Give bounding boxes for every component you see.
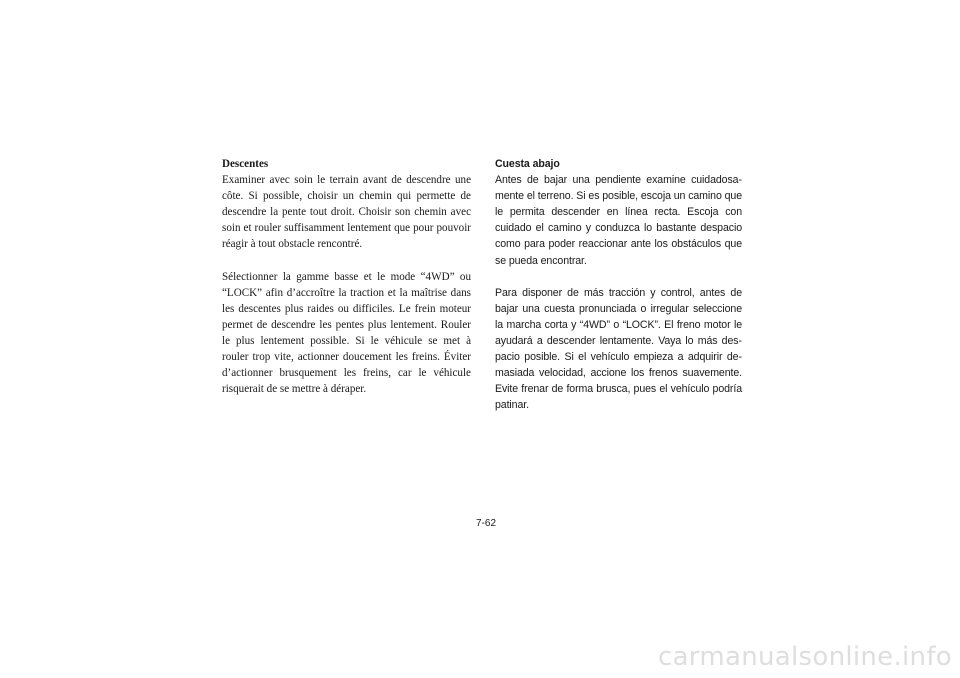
watermark: carmanualsonline.info [657,642,952,672]
spanish-paragraph-2: Para disponer de más tracción y control, antes de bajar una cuesta pronunciada o irregular seleccione la marcha corta y “4WD” o “LOCK”. El freno motor le ayudará a descender lentamente. Vaya lo más despacio posible. Si el vehículo empieza a adquirir demasiada velocidad, accione los frenos suavemente. Evite frenar de forma brusca, pues el vehículo podría patinar. [495,286,742,412]
paragraph-spacer [495,269,742,285]
french-column [222,156,471,397]
french-heading: Descentes [222,158,269,170]
french-paragraph-2: Sélectionner la gamme basse et le mode “4WD” ou “LOCK” afin d’accroître la traction et la maîtrise dans les descentes plus raides ou difficiles. Le frein moteur permet de descendre les pentes plus lentement. Rouler le plus lentement possible. Si le véhicule se met à rouler trop vite, actionner doucement les freins. Éviter d’actionner brusquement les freins, car le véhicule risquerait de se mettre à déraper. [222,270,471,396]
paragraph-spacer [222,253,471,269]
spanish-heading: Cuesta abajo [495,158,560,170]
spanish-column [495,156,742,413]
page-number: 7-62 [475,518,496,529]
french-paragraph-1: Examiner avec soin le terrain avant de descendre une côte. Si possible, choisir un chemin qui permette de descendre la pente tout droit. Choisir son chemin avec soin et rouler suffisamment lentement que pour pouvoir réagir à tout obstacle rencontré. [222,174,471,251]
spanish-paragraph-1: Antes de bajar una pendiente examine cuidadosamente el terreno. Si es posible, escoja un camino que le permita descender en línea recta. Escoja con cuidado el camino y conduzca lo bastante despacio como para poder reaccionar ante los obstáculos que se pueda encontrar. [495,174,742,267]
